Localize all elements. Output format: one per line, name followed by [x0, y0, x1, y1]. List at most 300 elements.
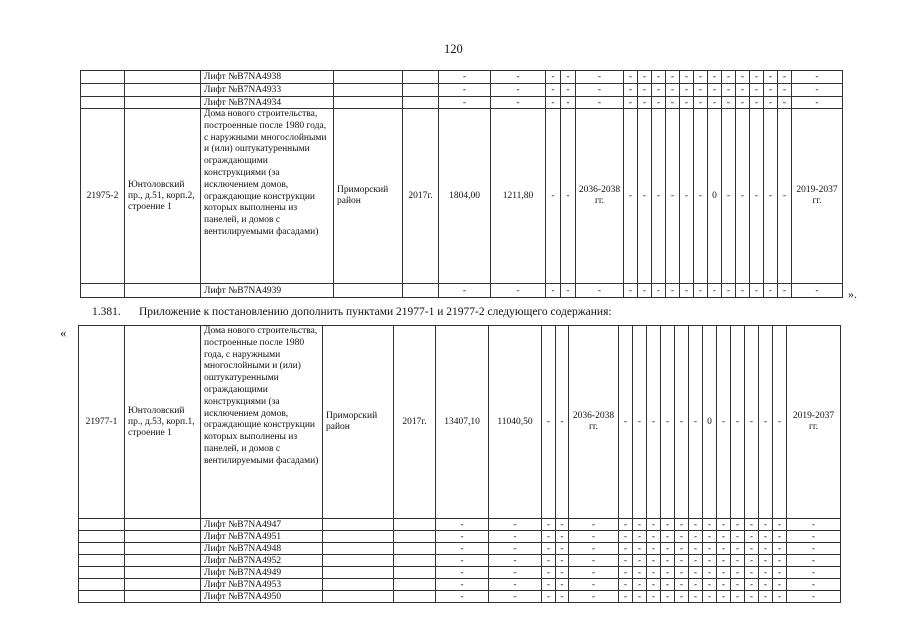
cell-value: -: [436, 579, 489, 591]
cell-address: [125, 519, 201, 531]
cell-mark: -: [680, 284, 694, 298]
cell-mark: -: [736, 284, 750, 298]
cell-mark: -: [661, 326, 675, 519]
cell-mark: -: [745, 579, 759, 591]
cell-period: -: [576, 97, 624, 109]
table-row: [81, 97, 843, 109]
cell-mark: -: [745, 543, 759, 555]
cell-mark: -: [731, 326, 745, 519]
cell-mark: -: [647, 555, 661, 567]
cell-district: [323, 543, 394, 555]
cell-value: -: [439, 97, 491, 109]
cell-value: 1211,80: [491, 109, 546, 284]
cell-mark: -: [624, 84, 638, 97]
table-row: [79, 579, 841, 591]
cell-mark: -: [619, 543, 633, 555]
cell-mark: -: [773, 519, 787, 531]
cell-period-end: 2019-2037 гг.: [792, 109, 843, 284]
cell-mark: -: [546, 109, 561, 284]
cell-address: [125, 71, 201, 84]
cell-mark: -: [703, 555, 717, 567]
housing-table-new: [78, 325, 841, 603]
cell-mark: -: [647, 531, 661, 543]
cell-mark: -: [652, 109, 666, 284]
cell-mark: -: [689, 519, 703, 531]
cell-district: [323, 555, 394, 567]
cell-period-end: -: [792, 284, 843, 298]
cell-mark: -: [773, 579, 787, 591]
cell-period: -: [569, 579, 619, 591]
cell-value: -: [489, 531, 542, 543]
cell-value: 1804,00: [439, 109, 491, 284]
cell-mark: -: [675, 543, 689, 555]
cell-year: [394, 579, 436, 591]
cell-year: [394, 543, 436, 555]
cell-mark: -: [647, 579, 661, 591]
table-row: [79, 531, 841, 543]
cell-mark: -: [750, 84, 764, 97]
cell-year: [403, 71, 439, 84]
cell-value: -: [489, 555, 542, 567]
closing-quote: ».: [848, 287, 857, 301]
cell-mark: -: [556, 543, 569, 555]
cell-mark: -: [778, 71, 792, 84]
cell-mark: -: [773, 531, 787, 543]
cell-mark: -: [745, 531, 759, 543]
cell-year: [403, 97, 439, 109]
table-row: [79, 591, 841, 603]
table-row: [81, 109, 843, 284]
cell-district: [323, 531, 394, 543]
cell-mark: -: [736, 71, 750, 84]
cell-mark: -: [638, 97, 652, 109]
opening-quote: «: [60, 325, 67, 340]
cell-mark: -: [542, 543, 556, 555]
cell-mark: -: [759, 519, 773, 531]
cell-mark: -: [759, 567, 773, 579]
cell-address: [125, 531, 201, 543]
table-row: [81, 71, 843, 84]
cell-mark: -: [759, 531, 773, 543]
cell-address: [125, 543, 201, 555]
cell-mark: -: [722, 84, 736, 97]
cell-address: [125, 555, 201, 567]
cell-mark: -: [675, 531, 689, 543]
cell-mark: -: [675, 519, 689, 531]
cell-mark: -: [647, 543, 661, 555]
cell-address: [125, 84, 201, 97]
cell-value: -: [436, 543, 489, 555]
cell-value: -: [436, 519, 489, 531]
cell-mark: -: [745, 555, 759, 567]
cell-mark: -: [556, 567, 569, 579]
paragraph-text: Приложение к постановлению дополнить пунктами 21977-1 и 21977-2 следующего содержания:: [139, 306, 612, 318]
cell-mark: -: [633, 519, 647, 531]
cell-district: [323, 591, 394, 603]
cell-mark: -: [633, 555, 647, 567]
cell-item-number: [79, 579, 125, 591]
cell-mark: -: [694, 284, 708, 298]
cell-mark: -: [675, 591, 689, 603]
cell-value: -: [489, 543, 542, 555]
cell-description: Лифт №B7NA4938: [201, 71, 334, 84]
cell-district: [323, 519, 394, 531]
cell-mark: -: [638, 84, 652, 97]
cell-item-number: [79, 567, 125, 579]
cell-item-number: [81, 84, 125, 97]
cell-mark: -: [764, 97, 778, 109]
cell-mark: -: [661, 555, 675, 567]
cell-mark: -: [717, 326, 731, 519]
cell-mark: -: [689, 567, 703, 579]
cell-district: Приморский район: [334, 109, 403, 284]
cell-mark: -: [542, 567, 556, 579]
cell-mark: -: [745, 519, 759, 531]
cell-description: Лифт №B7NA4933: [201, 84, 334, 97]
cell-mark: -: [694, 71, 708, 84]
cell-mark: -: [619, 579, 633, 591]
cell-item-number: [79, 519, 125, 531]
cell-mark: -: [619, 567, 633, 579]
cell-description: Лифт №B7NA4947: [201, 519, 323, 531]
cell-mark: -: [759, 579, 773, 591]
cell-mark: -: [731, 543, 745, 555]
cell-mark: -: [652, 84, 666, 97]
cell-mark: -: [546, 284, 561, 298]
cell-period: -: [569, 543, 619, 555]
cell-description: Лифт №B7NA4934: [201, 97, 334, 109]
cell-mark: -: [717, 567, 731, 579]
cell-value: 11040,50: [489, 326, 542, 519]
cell-year: [394, 591, 436, 603]
cell-mark: -: [647, 326, 661, 519]
cell-mark: -: [619, 326, 633, 519]
cell-mark: -: [556, 579, 569, 591]
cell-mark: -: [759, 591, 773, 603]
cell-mark: -: [661, 543, 675, 555]
cell-period-end: -: [787, 591, 841, 603]
cell-value: -: [491, 284, 546, 298]
cell-mark: -: [745, 591, 759, 603]
cell-mark: -: [675, 567, 689, 579]
cell-description: Дома нового строительства, построенные после 1980 года, с наружными многослойными и (или) оштукатуренными ограждающими конструкциями (за исключением домов, ограждающие конструкции которых выполнены из панелей, и домов с вентилируемыми фасадами): [201, 326, 323, 519]
cell-mark: -: [652, 97, 666, 109]
cell-mark: -: [638, 71, 652, 84]
cell-address: [125, 579, 201, 591]
cell-item-number: [81, 71, 125, 84]
cell-mark: -: [556, 531, 569, 543]
cell-mark: -: [745, 326, 759, 519]
cell-mark: -: [561, 109, 576, 284]
cell-mark: -: [661, 567, 675, 579]
cell-mark: -: [666, 71, 680, 84]
cell-period: 2036-2038 гг.: [569, 326, 619, 519]
cell-mark: -: [759, 326, 773, 519]
cell-mark: -: [647, 567, 661, 579]
cell-mark: -: [666, 284, 680, 298]
cell-mark: -: [633, 531, 647, 543]
cell-district: [334, 71, 403, 84]
cell-mark: -: [764, 71, 778, 84]
cell-year: [394, 531, 436, 543]
cell-mark: -: [717, 531, 731, 543]
cell-mark: -: [542, 591, 556, 603]
cell-period: -: [569, 531, 619, 543]
cell-mark: -: [773, 326, 787, 519]
cell-description: Лифт №B7NA4950: [201, 591, 323, 603]
cell-description: Дома нового строительства, построенные после 1980 года, с наружными многослойными и (или) оштукатуренными ограждающими конструкциями (за исключением домов, ограждающие конструкции которых выполнены из панелей, и домов с вентилируемыми фасадами): [201, 109, 334, 284]
cell-mark: -: [647, 591, 661, 603]
housing-table-continued: [80, 70, 843, 298]
cell-year: [394, 555, 436, 567]
cell-mark: -: [745, 567, 759, 579]
cell-description: Лифт №B7NA4948: [201, 543, 323, 555]
cell-item-number: [81, 284, 125, 298]
cell-mark: -: [561, 84, 576, 97]
cell-mark: -: [764, 84, 778, 97]
cell-value: 13407,10: [436, 326, 489, 519]
cell-mark: -: [661, 531, 675, 543]
cell-mark: -: [736, 84, 750, 97]
cell-mark: -: [703, 579, 717, 591]
cell-district: [323, 579, 394, 591]
cell-mark: -: [731, 591, 745, 603]
cell-district: [334, 84, 403, 97]
cell-period-end: -: [792, 84, 843, 97]
cell-year: [403, 84, 439, 97]
cell-mark: -: [680, 84, 694, 97]
cell-mark: -: [778, 109, 792, 284]
cell-description: Лифт №B7NA4952: [201, 555, 323, 567]
cell-mark: -: [624, 71, 638, 84]
cell-mark: -: [624, 109, 638, 284]
cell-mark: -: [708, 71, 722, 84]
cell-year: [403, 284, 439, 298]
cell-mark: -: [633, 543, 647, 555]
cell-period-end: -: [787, 531, 841, 543]
cell-mark: -: [694, 109, 708, 284]
cell-district: [334, 97, 403, 109]
cell-address: Юнтоловский пр., д.51, корп.2, строение 1: [125, 109, 201, 284]
cell-item-number: [81, 97, 125, 109]
cell-mark: -: [546, 84, 561, 97]
cell-mark: -: [561, 97, 576, 109]
cell-mark: 0: [703, 326, 717, 519]
cell-mark: -: [708, 284, 722, 298]
cell-mark: -: [717, 579, 731, 591]
table-row: [79, 326, 841, 519]
cell-mark: -: [542, 326, 556, 519]
cell-mark: -: [722, 71, 736, 84]
cell-period-end: -: [787, 519, 841, 531]
cell-mark: -: [708, 97, 722, 109]
cell-mark: -: [703, 591, 717, 603]
cell-mark: -: [717, 543, 731, 555]
cell-mark: -: [680, 71, 694, 84]
cell-mark: -: [542, 579, 556, 591]
cell-mark: -: [680, 97, 694, 109]
cell-mark: -: [736, 109, 750, 284]
cell-mark: -: [619, 519, 633, 531]
cell-mark: -: [546, 97, 561, 109]
cell-mark: -: [624, 97, 638, 109]
table-row: [81, 84, 843, 97]
cell-mark: -: [542, 519, 556, 531]
cell-mark: -: [652, 284, 666, 298]
cell-period: 2036-2038 гг.: [576, 109, 624, 284]
cell-description: Лифт №B7NA4939: [201, 284, 334, 298]
cell-period: -: [569, 591, 619, 603]
cell-mark: -: [759, 555, 773, 567]
cell-mark: -: [773, 555, 787, 567]
cell-mark: -: [708, 84, 722, 97]
cell-period-end: -: [792, 97, 843, 109]
page-number: 120: [444, 42, 463, 56]
cell-mark: -: [773, 543, 787, 555]
cell-mark: -: [542, 531, 556, 543]
cell-period: -: [569, 519, 619, 531]
cell-mark: -: [647, 519, 661, 531]
cell-mark: -: [675, 579, 689, 591]
cell-mark: -: [731, 531, 745, 543]
cell-value: -: [439, 84, 491, 97]
cell-description: Лифт №B7NA4953: [201, 579, 323, 591]
cell-mark: -: [694, 97, 708, 109]
cell-value: -: [489, 519, 542, 531]
cell-mark: -: [731, 567, 745, 579]
cell-mark: -: [561, 71, 576, 84]
cell-period: -: [576, 84, 624, 97]
cell-mark: -: [764, 109, 778, 284]
cell-mark: -: [619, 591, 633, 603]
cell-mark: -: [759, 543, 773, 555]
cell-year: 2017г.: [403, 109, 439, 284]
cell-value: -: [489, 579, 542, 591]
cell-mark: -: [689, 543, 703, 555]
cell-mark: -: [561, 284, 576, 298]
cell-mark: -: [638, 284, 652, 298]
cell-mark: -: [703, 543, 717, 555]
cell-mark: -: [556, 555, 569, 567]
cell-mark: -: [666, 84, 680, 97]
table-row: [79, 567, 841, 579]
cell-address: [125, 97, 201, 109]
cell-period-end: -: [792, 71, 843, 84]
cell-value: -: [489, 567, 542, 579]
cell-mark: -: [666, 97, 680, 109]
cell-mark: -: [750, 71, 764, 84]
cell-period: -: [576, 71, 624, 84]
cell-mark: -: [661, 591, 675, 603]
cell-period: -: [569, 567, 619, 579]
cell-year: [394, 567, 436, 579]
cell-mark: -: [619, 555, 633, 567]
cell-year: 2017г.: [394, 326, 436, 519]
cell-value: -: [439, 71, 491, 84]
cell-item-number: 21975-2: [81, 109, 125, 284]
cell-mark: -: [764, 284, 778, 298]
cell-mark: -: [633, 326, 647, 519]
cell-mark: -: [666, 109, 680, 284]
cell-mark: -: [633, 567, 647, 579]
cell-item-number: 21977-1: [79, 326, 125, 519]
cell-value: -: [489, 591, 542, 603]
cell-mark: 0: [708, 109, 722, 284]
cell-mark: -: [703, 567, 717, 579]
cell-mark: -: [731, 519, 745, 531]
cell-period: -: [569, 555, 619, 567]
cell-mark: -: [722, 97, 736, 109]
cell-mark: -: [542, 555, 556, 567]
cell-mark: -: [773, 591, 787, 603]
cell-address: [125, 567, 201, 579]
cell-period-end: 2019-2037 гг.: [787, 326, 841, 519]
cell-period-end: -: [787, 543, 841, 555]
cell-mark: -: [703, 519, 717, 531]
cell-mark: -: [556, 519, 569, 531]
cell-period-end: -: [787, 555, 841, 567]
table-row: [79, 543, 841, 555]
cell-mark: -: [624, 284, 638, 298]
table-row: [81, 284, 843, 298]
cell-mark: -: [773, 567, 787, 579]
cell-period: -: [576, 284, 624, 298]
cell-value: -: [491, 71, 546, 84]
cell-mark: -: [750, 284, 764, 298]
cell-period-end: -: [787, 579, 841, 591]
cell-mark: -: [736, 97, 750, 109]
cell-mark: -: [675, 326, 689, 519]
cell-district: [323, 567, 394, 579]
cell-mark: -: [689, 531, 703, 543]
cell-period-end: -: [787, 567, 841, 579]
cell-mark: -: [661, 519, 675, 531]
cell-value: -: [436, 555, 489, 567]
cell-mark: -: [619, 531, 633, 543]
cell-district: Приморский район: [323, 326, 394, 519]
cell-mark: -: [661, 579, 675, 591]
cell-mark: -: [722, 284, 736, 298]
cell-value: -: [436, 567, 489, 579]
cell-mark: -: [778, 97, 792, 109]
cell-item-number: [79, 591, 125, 603]
cell-address: [125, 284, 201, 298]
cell-mark: -: [652, 71, 666, 84]
cell-address: [125, 591, 201, 603]
table-row: [79, 555, 841, 567]
cell-item-number: [79, 555, 125, 567]
cell-value: -: [491, 97, 546, 109]
cell-value: -: [436, 531, 489, 543]
cell-mark: -: [633, 579, 647, 591]
cell-mark: -: [633, 591, 647, 603]
cell-mark: -: [556, 326, 569, 519]
cell-mark: -: [680, 109, 694, 284]
cell-mark: -: [731, 579, 745, 591]
cell-mark: -: [694, 84, 708, 97]
cell-mark: -: [750, 109, 764, 284]
cell-mark: -: [556, 591, 569, 603]
cell-mark: -: [778, 84, 792, 97]
cell-mark: -: [731, 555, 745, 567]
cell-value: -: [436, 591, 489, 603]
cell-year: [394, 519, 436, 531]
cell-mark: -: [689, 591, 703, 603]
cell-mark: -: [675, 555, 689, 567]
cell-district: [334, 284, 403, 298]
cell-mark: -: [689, 555, 703, 567]
table-row: [79, 519, 841, 531]
